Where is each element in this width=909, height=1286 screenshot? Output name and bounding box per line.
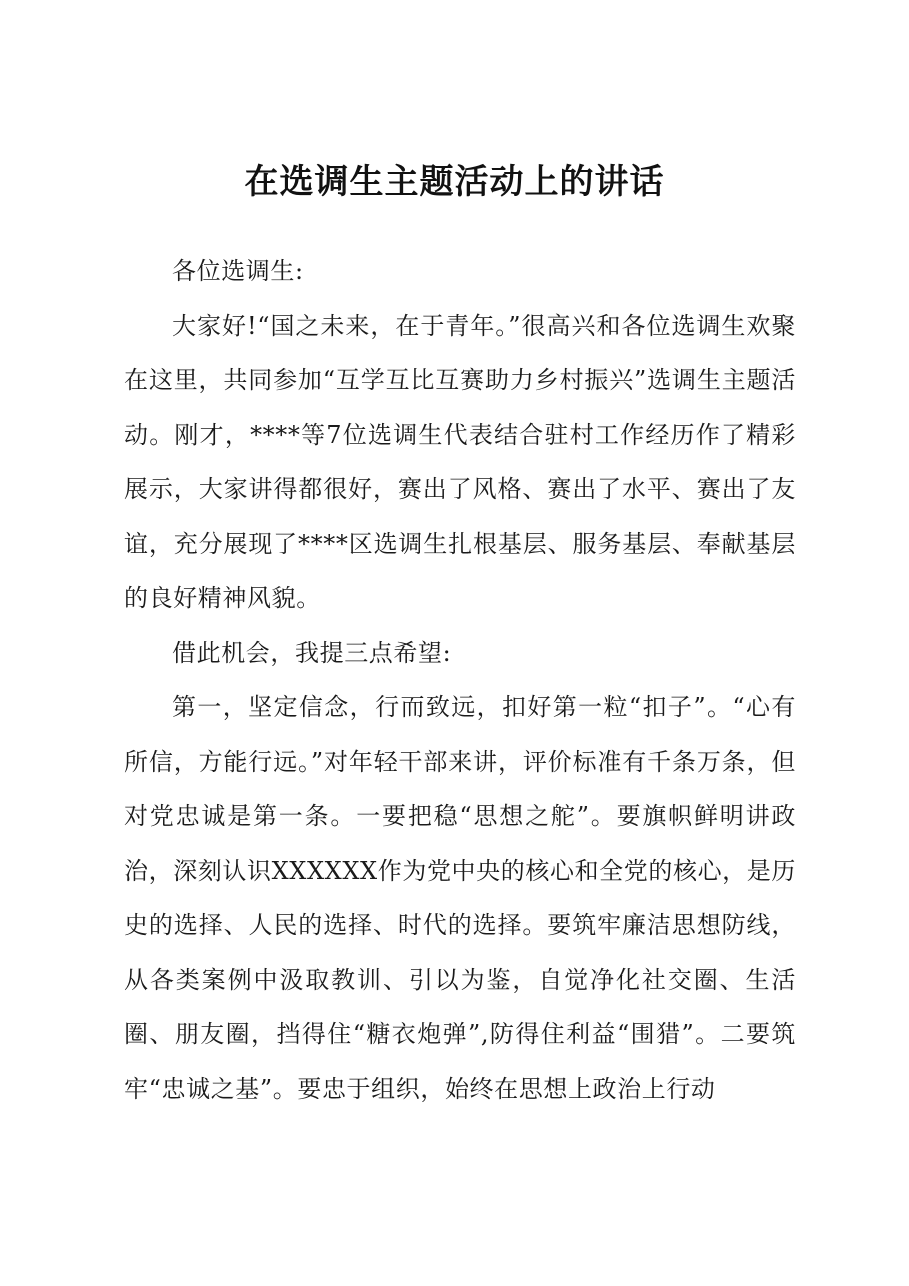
greeting-paragraph: 大家好!“国之未来，在于青年。”很高兴和各位选调生欢聚在这里，共同参加“互学互比互赛助力乡村振兴”选调生主题活动。刚才，****等7位选调生代表结合驻村工作经历作了精彩展示，大家讲得都很好，赛出了风格、赛出了水平、赛出了友谊，充分展现了****区选调生扎根基层、服务基层、奉献基层的良好精神风貌。 [124, 311, 796, 612]
salutation-paragraph: 各位选调生: [172, 257, 304, 285]
first-hope-paragraph: 第一，坚定信念，行而致远，扣好第一粒“扣子”。“心有所信，方能行远。”对年轻干部来讲，评价标准有千条万条，但对党忠诚是第一条。一要把稳“思想之舵”。要旗帜鲜明讲政治，深刻认识XXXXXX作为党中央的核心和全党的核心，是历史的选择、人民的选择、时代的选择。要筑牢廉洁思想防线，从各类案例中汲取教训、引以为鉴，自觉净化社交圈、生活圈、朋友圈，挡得住“糖衣炮弹”,防得住利益“围猎”。二要筑牢“忠诚之基”。要忠于组织，始终在思想上政治上行动 [124, 693, 796, 1103]
document-body [124, 244, 796, 1116]
intro-hopes-paragraph: 借此机会，我提三点希望: [172, 638, 452, 667]
document-title: 在选调生主题活动上的讲话 [244, 162, 665, 202]
